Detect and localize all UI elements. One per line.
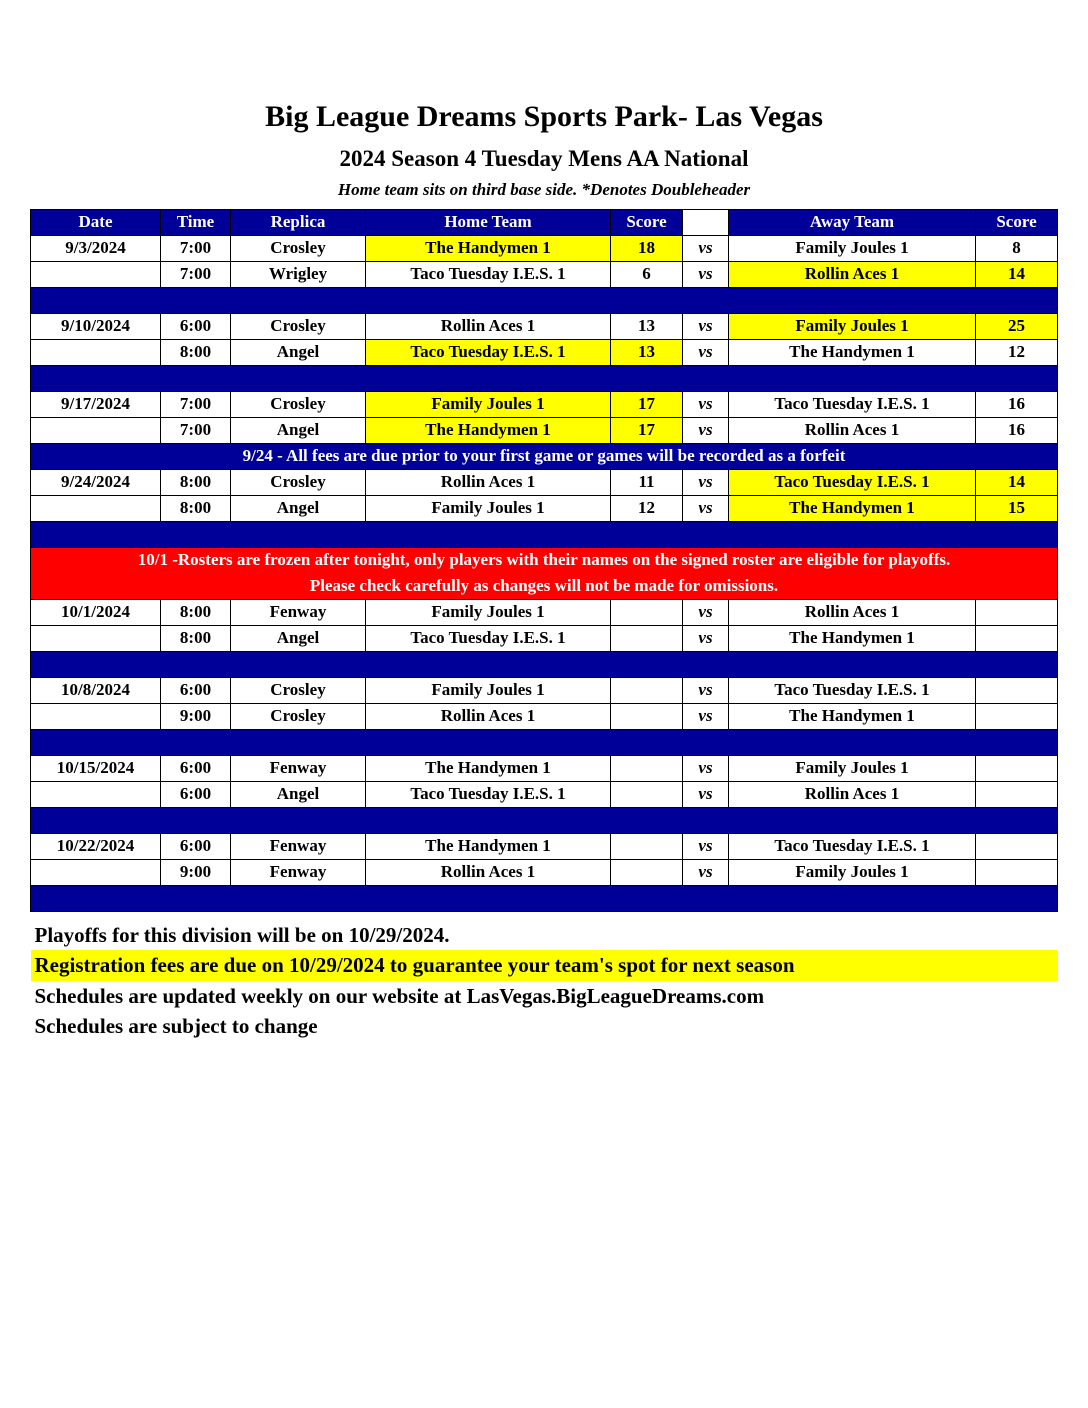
- home-score-cell: [611, 678, 683, 704]
- footer-notes: [31, 920, 1058, 1041]
- home-score-cell: [611, 600, 683, 626]
- home-team-cell: Rollin Aces 1: [366, 704, 611, 730]
- game-row: [31, 704, 1058, 730]
- roster-notice-row: [31, 548, 1058, 574]
- away-score-cell: 8: [976, 236, 1058, 262]
- separator-cell: [31, 886, 1058, 912]
- home-score-cell: [611, 860, 683, 886]
- away-score-cell: 16: [976, 418, 1058, 444]
- page-title: Big League Dreams Sports Park- Las Vegas: [265, 100, 823, 133]
- away-team-cell: The Handymen 1: [729, 704, 976, 730]
- replica-cell: Wrigley: [231, 262, 366, 288]
- date-cell: 10/22/2024: [31, 834, 161, 860]
- separator-row: [31, 366, 1058, 392]
- away-team-cell: Taco Tuesday I.E.S. 1: [729, 678, 976, 704]
- home-score-cell: 17: [611, 418, 683, 444]
- replica-cell: Crosley: [231, 704, 366, 730]
- fees-notice-text: 9/24 - All fees are due prior to your first game or games will be recorded as a forfeit: [31, 444, 1058, 470]
- vs-label: vs: [683, 470, 729, 496]
- game-row: [31, 860, 1058, 886]
- home-score-cell: [611, 704, 683, 730]
- time-cell: 8:00: [161, 600, 231, 626]
- away-score-cell: 16: [976, 392, 1058, 418]
- replica-cell: Fenway: [231, 600, 366, 626]
- home-score-cell: [611, 834, 683, 860]
- away-team-cell: Taco Tuesday I.E.S. 1: [729, 470, 976, 496]
- replica-cell: Angel: [231, 340, 366, 366]
- away-team-cell: Rollin Aces 1: [729, 600, 976, 626]
- roster-notice-text: Please check carefully as changes will not be made for omissions.: [31, 574, 1058, 600]
- date-cell: 9/24/2024: [31, 470, 161, 496]
- vs-label: vs: [683, 262, 729, 288]
- time-cell: 6:00: [161, 756, 231, 782]
- home-score-cell: 13: [611, 314, 683, 340]
- home-score-cell: 11: [611, 470, 683, 496]
- vs-label: vs: [683, 834, 729, 860]
- away-team-cell: Family Joules 1: [729, 236, 976, 262]
- vs-label: vs: [683, 496, 729, 522]
- footer-line: Registration fees are due on 10/29/2024 to guarantee your team's spot for next season: [31, 950, 1058, 980]
- home-score-cell: 18: [611, 236, 683, 262]
- game-row: [31, 782, 1058, 808]
- home-team-cell: Taco Tuesday I.E.S. 1: [366, 262, 611, 288]
- time-cell: 6:00: [161, 314, 231, 340]
- date-cell: [31, 340, 161, 366]
- date-cell: 9/3/2024: [31, 236, 161, 262]
- page-subtitle: 2024 Season 4 Tuesday Mens AA National: [339, 146, 749, 171]
- away-team-cell: Taco Tuesday I.E.S. 1: [729, 834, 976, 860]
- away-team-cell: Rollin Aces 1: [729, 418, 976, 444]
- home-team-cell: Rollin Aces 1: [366, 314, 611, 340]
- away-team-cell: Rollin Aces 1: [729, 262, 976, 288]
- separator-row: [31, 808, 1058, 834]
- game-row: [31, 626, 1058, 652]
- table-body: [31, 236, 1058, 912]
- home-team-cell: The Handymen 1: [366, 236, 611, 262]
- game-row: [31, 418, 1058, 444]
- time-cell: 7:00: [161, 418, 231, 444]
- replica-cell: Crosley: [231, 314, 366, 340]
- time-cell: 9:00: [161, 860, 231, 886]
- away-score-cell: [976, 782, 1058, 808]
- time-cell: 8:00: [161, 626, 231, 652]
- time-cell: 8:00: [161, 496, 231, 522]
- vs-label: vs: [683, 704, 729, 730]
- home-team-cell: Rollin Aces 1: [366, 470, 611, 496]
- away-score-cell: [976, 678, 1058, 704]
- vs-label: vs: [683, 678, 729, 704]
- roster-notice-row: [31, 574, 1058, 600]
- home-team-cell: The Handymen 1: [366, 834, 611, 860]
- replica-cell: Angel: [231, 626, 366, 652]
- away-score-cell: [976, 626, 1058, 652]
- home-team-cell: Family Joules 1: [366, 678, 611, 704]
- away-score-cell: 12: [976, 340, 1058, 366]
- away-team-cell: Family Joules 1: [729, 314, 976, 340]
- replica-cell: Angel: [231, 418, 366, 444]
- away-score-cell: [976, 756, 1058, 782]
- time-cell: 7:00: [161, 262, 231, 288]
- vs-label: vs: [683, 860, 729, 886]
- home-team-cell: Family Joules 1: [366, 496, 611, 522]
- replica-cell: Crosley: [231, 392, 366, 418]
- home-score-cell: 6: [611, 262, 683, 288]
- separator-row: [31, 522, 1058, 548]
- game-row: [31, 756, 1058, 782]
- vs-label: vs: [683, 600, 729, 626]
- time-cell: 7:00: [161, 392, 231, 418]
- separator-cell: [31, 288, 1058, 314]
- away-score-cell: 14: [976, 470, 1058, 496]
- away-score-cell: [976, 600, 1058, 626]
- vs-label: vs: [683, 626, 729, 652]
- home-team-cell: The Handymen 1: [366, 756, 611, 782]
- vs-label: vs: [683, 314, 729, 340]
- schedule-table: [30, 209, 1058, 912]
- time-cell: 6:00: [161, 834, 231, 860]
- separator-cell: [31, 652, 1058, 678]
- home-team-cell: Rollin Aces 1: [366, 860, 611, 886]
- away-team-cell: The Handymen 1: [729, 626, 976, 652]
- away-score-cell: [976, 704, 1058, 730]
- game-row: [31, 392, 1058, 418]
- separator-cell: [31, 730, 1058, 756]
- vs-column-header: [683, 210, 729, 236]
- column-header: Time: [161, 210, 231, 236]
- time-cell: 8:00: [161, 470, 231, 496]
- replica-cell: Angel: [231, 782, 366, 808]
- game-row: [31, 834, 1058, 860]
- date-cell: [31, 704, 161, 730]
- column-header: Score: [976, 210, 1058, 236]
- home-team-cell: The Handymen 1: [366, 418, 611, 444]
- home-score-cell: 17: [611, 392, 683, 418]
- away-team-cell: The Handymen 1: [729, 340, 976, 366]
- home-team-cell: Taco Tuesday I.E.S. 1: [366, 782, 611, 808]
- time-cell: 8:00: [161, 340, 231, 366]
- vs-label: vs: [683, 756, 729, 782]
- replica-cell: Fenway: [231, 756, 366, 782]
- date-cell: [31, 418, 161, 444]
- home-team-cell: Taco Tuesday I.E.S. 1: [366, 626, 611, 652]
- home-score-cell: [611, 626, 683, 652]
- fees-notice-row: [31, 444, 1058, 470]
- away-team-cell: Taco Tuesday I.E.S. 1: [729, 392, 976, 418]
- header-row: [31, 210, 1058, 236]
- date-cell: 10/15/2024: [31, 756, 161, 782]
- column-header: Replica: [231, 210, 366, 236]
- footer-line: Playoffs for this division will be on 10/29/2024.: [34, 923, 450, 947]
- vs-label: vs: [683, 418, 729, 444]
- separator-cell: [31, 366, 1058, 392]
- table-head: [31, 210, 1058, 236]
- game-row: [31, 314, 1058, 340]
- column-header: Away Team: [729, 210, 976, 236]
- away-score-cell: 14: [976, 262, 1058, 288]
- home-team-cell: Family Joules 1: [366, 600, 611, 626]
- footer-line: Schedules are subject to change: [34, 1013, 318, 1038]
- time-cell: 6:00: [161, 782, 231, 808]
- date-cell: [31, 262, 161, 288]
- replica-cell: Fenway: [231, 860, 366, 886]
- home-score-cell: 13: [611, 340, 683, 366]
- replica-cell: Fenway: [231, 834, 366, 860]
- date-cell: 9/17/2024: [31, 392, 161, 418]
- replica-cell: Crosley: [231, 236, 366, 262]
- game-row: [31, 340, 1058, 366]
- separator-cell: [31, 522, 1058, 548]
- date-cell: [31, 626, 161, 652]
- date-cell: 9/10/2024: [31, 314, 161, 340]
- date-cell: 10/1/2024: [31, 600, 161, 626]
- date-cell: [31, 496, 161, 522]
- game-row: [31, 236, 1058, 262]
- away-team-cell: The Handymen 1: [729, 496, 976, 522]
- replica-cell: Angel: [231, 496, 366, 522]
- away-score-cell: 15: [976, 496, 1058, 522]
- replica-cell: Crosley: [231, 470, 366, 496]
- vs-label: vs: [683, 236, 729, 262]
- separator-row: [31, 730, 1058, 756]
- separator-row: [31, 886, 1058, 912]
- time-cell: 7:00: [161, 236, 231, 262]
- game-row: [31, 496, 1058, 522]
- home-score-cell: 12: [611, 496, 683, 522]
- replica-cell: Crosley: [231, 678, 366, 704]
- away-score-cell: [976, 860, 1058, 886]
- away-team-cell: Rollin Aces 1: [729, 782, 976, 808]
- home-team-cell: Taco Tuesday I.E.S. 1: [366, 340, 611, 366]
- game-row: [31, 600, 1058, 626]
- column-header: Home Team: [366, 210, 611, 236]
- home-score-cell: [611, 756, 683, 782]
- separator-cell: [31, 808, 1058, 834]
- away-team-cell: Family Joules 1: [729, 860, 976, 886]
- column-header: Date: [31, 210, 161, 236]
- away-team-cell: Family Joules 1: [729, 756, 976, 782]
- home-team-note: Home team sits on third base side. *Denotes Doubleheader: [337, 180, 751, 199]
- game-row: [31, 678, 1058, 704]
- vs-label: vs: [683, 392, 729, 418]
- time-cell: 6:00: [161, 678, 231, 704]
- column-header: Score: [611, 210, 683, 236]
- date-cell: [31, 782, 161, 808]
- away-score-cell: 25: [976, 314, 1058, 340]
- game-row: [31, 470, 1058, 496]
- vs-label: vs: [683, 340, 729, 366]
- date-cell: 10/8/2024: [31, 678, 161, 704]
- away-score-cell: [976, 834, 1058, 860]
- footer-line: Schedules are updated weekly on our website at LasVegas.BigLeagueDreams.com: [34, 983, 765, 1008]
- home-score-cell: [611, 782, 683, 808]
- date-cell: [31, 860, 161, 886]
- vs-label: vs: [683, 782, 729, 808]
- roster-notice-text: 10/1 -Rosters are frozen after tonight, only players with their names on the signed roster are eligible for playoffs.: [31, 548, 1058, 574]
- game-row: [31, 262, 1058, 288]
- time-cell: 9:00: [161, 704, 231, 730]
- separator-row: [31, 652, 1058, 678]
- home-team-cell: Family Joules 1: [366, 392, 611, 418]
- separator-row: [31, 288, 1058, 314]
